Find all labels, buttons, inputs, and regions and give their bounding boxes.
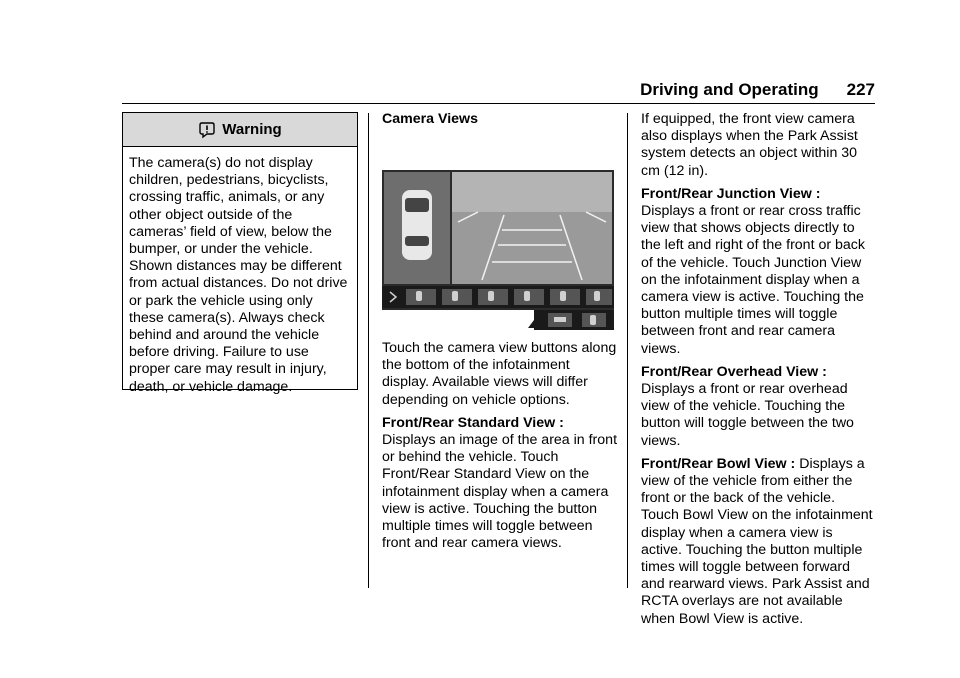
standard-view-text: Displays an image of the area in front or behind the vehicle. Touch Front/Rear Standard View on the infotainment display when a camera view is active. Touching the button multiple times will toggle between front and rear camera views. bbox=[382, 432, 618, 552]
warning-header bbox=[123, 113, 357, 147]
warning-text: The camera(s) do not display children, pedestrians, bicyclists, crossing traffic, animals, or any other object outside of the cameras’ field of view, below the bumper, or under the vehicle. Shown distances may be different from actual distances. Do not drive or park the vehicle using only these camera(s). Always check behind and around the vehicle before driving. Failure to use proper care may result in injury, death, or vehicle damage. bbox=[129, 155, 348, 395]
overhead-view-text: Displays a front or rear overhead view of the vehicle. Touching the button will toggle between the two views. bbox=[641, 381, 854, 449]
column-divider-2 bbox=[627, 113, 628, 588]
overhead-view-paragraph bbox=[641, 364, 873, 450]
page-header bbox=[630, 80, 875, 100]
section-title: Driving and Operating bbox=[640, 80, 819, 99]
column-3 bbox=[641, 111, 873, 634]
column-divider-1 bbox=[368, 113, 369, 588]
bowl-view-paragraph bbox=[641, 456, 873, 628]
bowl-view-label: Front/Rear Bowl View : bbox=[641, 455, 796, 472]
camera-views-heading: Camera Views bbox=[382, 111, 478, 127]
junction-view-label: Front/Rear Junction View : bbox=[641, 185, 821, 202]
warning-title: Warning bbox=[222, 121, 282, 138]
caution-icon bbox=[198, 121, 216, 139]
camera-view-button-icons bbox=[390, 289, 612, 305]
page-number: 227 bbox=[846, 80, 875, 99]
bowl-view-text: Displays a view of the vehicle from either the front or the back of the vehicle. Touch Bowl View on the infotainment display when a camera view is active. Touching the button multiple times will toggle between forward and rearward views. Park Assist and RCTA overlays are not available when Bowl View is active. bbox=[641, 455, 873, 627]
junction-view-paragraph bbox=[641, 186, 873, 358]
standard-view-paragraph bbox=[382, 415, 618, 553]
junction-view-text: Displays a front or rear cross traffic view that shows objects directly to the left and right of the front or back of the vehicle. Touch Junction View on the infotainment display when a camera view is active. Touching the button multiple times will toggle between front and rear camera views. bbox=[641, 203, 865, 357]
camera-view-illustration bbox=[382, 170, 614, 330]
warning-box bbox=[122, 112, 358, 395]
standard-view-label: Front/Rear Standard View : bbox=[382, 414, 564, 431]
camera-views-intro: Touch the camera view buttons along the bottom of the infotainment display. Available views will differ depending on vehicle options. bbox=[382, 340, 617, 408]
front-camera-paragraph: If equipped, the front view camera also displays when the Park Assist system detects an object within 30 cm (12 in). bbox=[641, 111, 858, 179]
column-2 bbox=[382, 111, 618, 134]
overhead-view-label: Front/Rear Overhead View : bbox=[641, 363, 827, 380]
header-rule bbox=[122, 103, 875, 104]
column-2-text bbox=[382, 340, 618, 558]
